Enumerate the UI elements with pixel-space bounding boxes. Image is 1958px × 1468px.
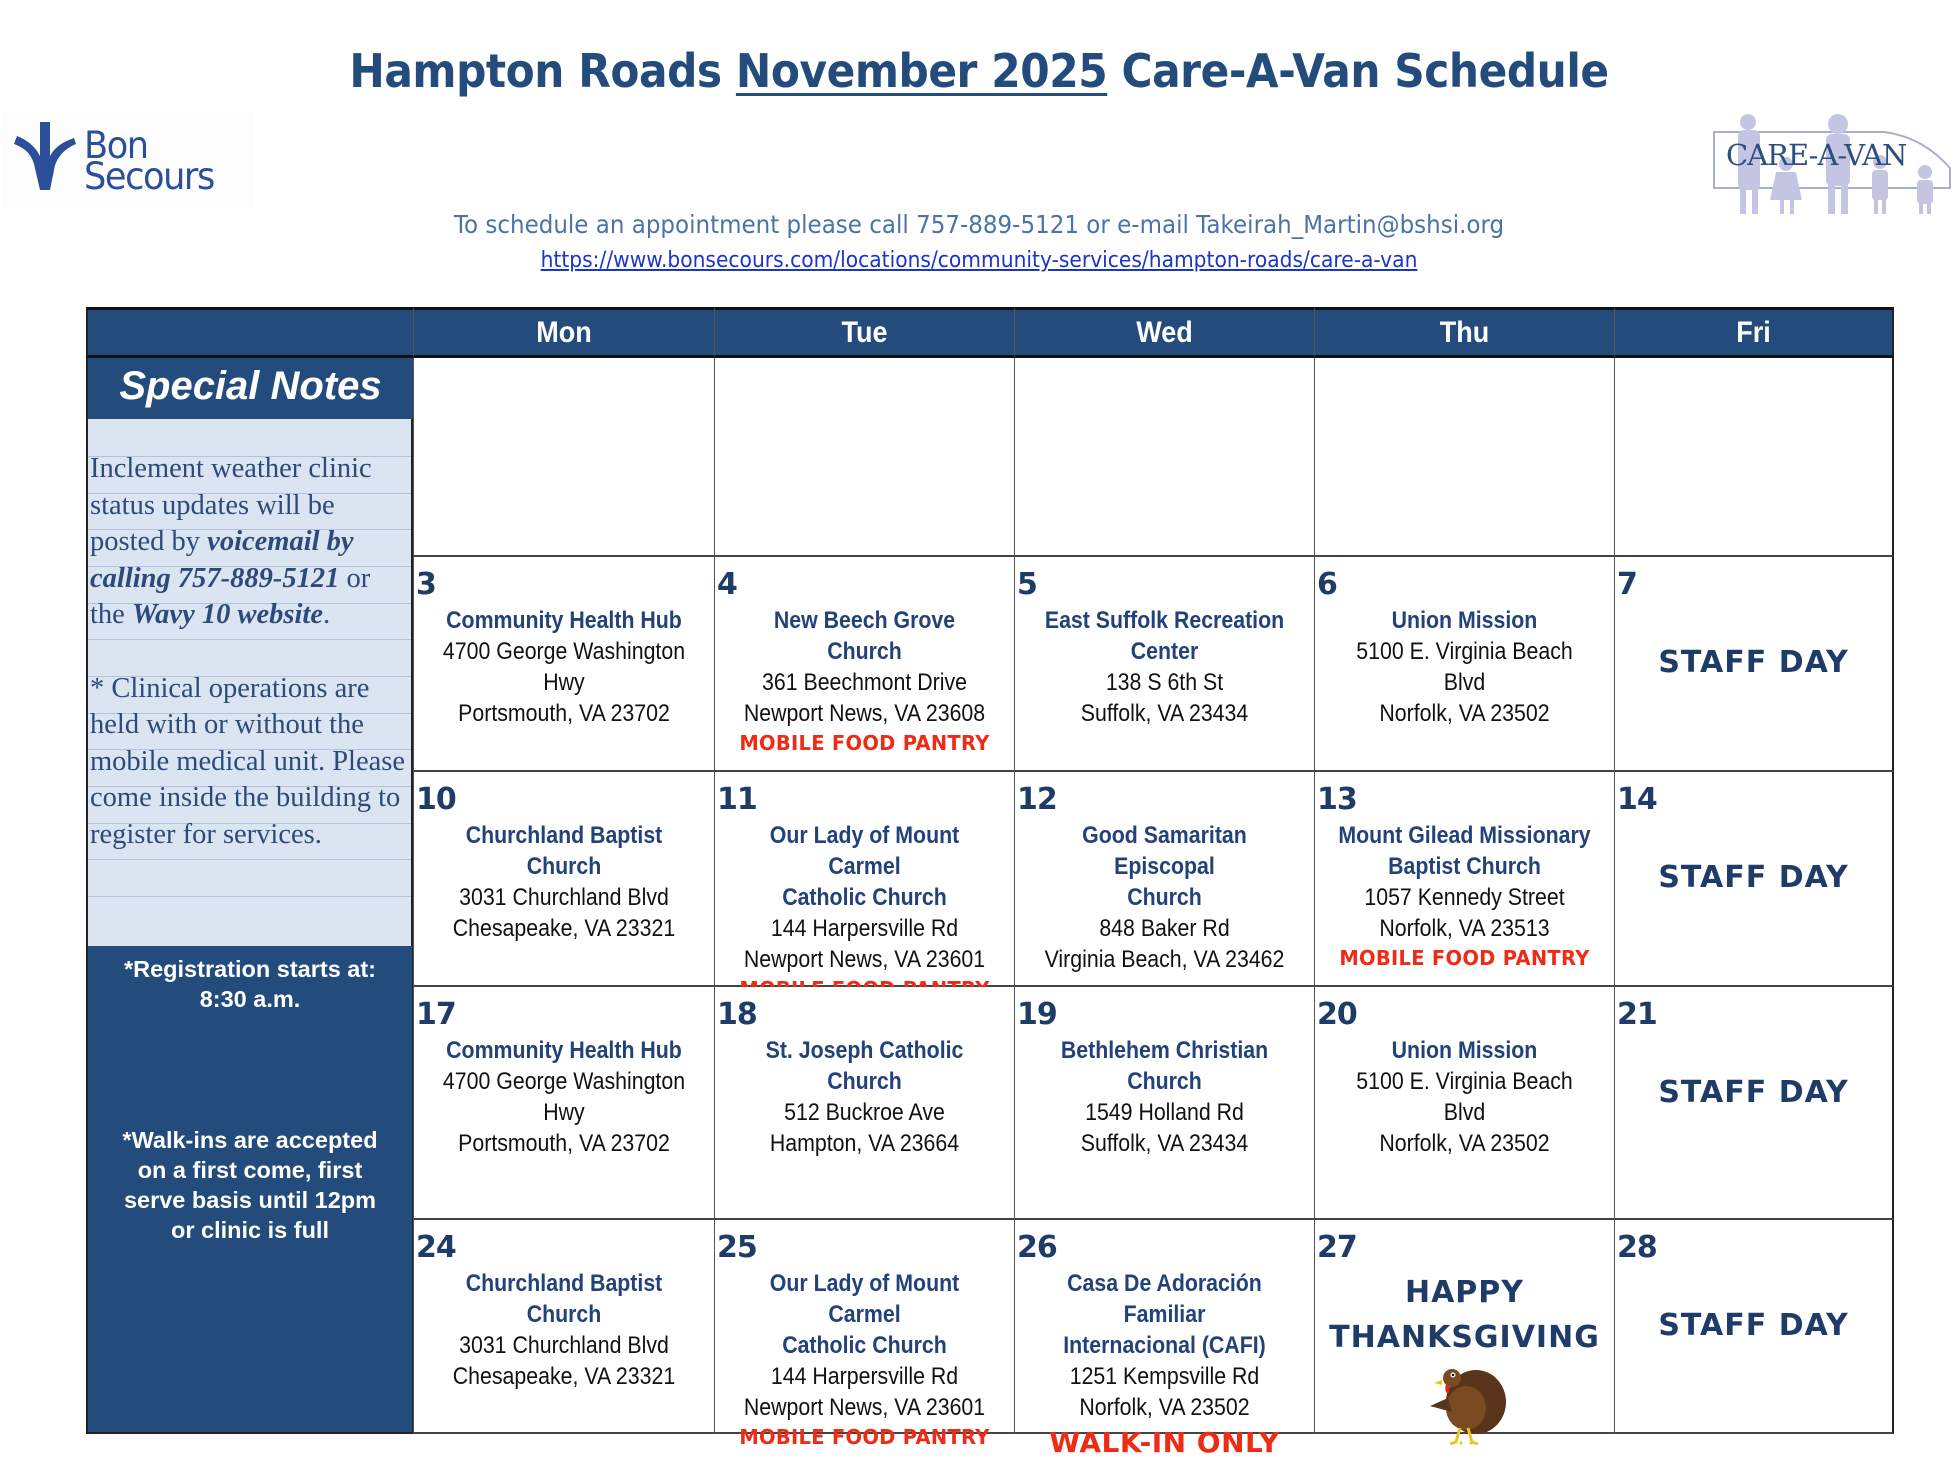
divider xyxy=(88,859,411,860)
location-name: Union Mission xyxy=(1391,1037,1538,1064)
bon-secours-logo xyxy=(2,112,254,208)
day-number: 18 xyxy=(717,997,757,1032)
logo-line-secours: Secours xyxy=(84,155,214,198)
day-details xyxy=(414,1035,714,1159)
mobile-food-pantry-badge: MOBILE FOOD PANTRY xyxy=(739,731,990,755)
location-name: Community Health Hub xyxy=(446,1037,682,1064)
location-name: Catholic Church xyxy=(782,1332,947,1359)
day-details xyxy=(715,605,1014,758)
day-details xyxy=(715,1268,1014,1452)
day-details xyxy=(1015,1035,1314,1159)
address-line: 1549 Holland Rd xyxy=(1085,1099,1244,1126)
walkins-line: or clinic is full xyxy=(170,1217,329,1243)
day-number: 12 xyxy=(1017,782,1057,817)
day-cell[interactable] xyxy=(1614,772,1894,987)
walkins-line: on a first come, first xyxy=(137,1157,363,1183)
location-name: Our Lady of Mount Carmel xyxy=(769,1270,960,1328)
day-cell[interactable] xyxy=(1314,772,1614,987)
note-text: Inclement weather clinic status updates will be posted by xyxy=(90,453,372,558)
care-a-van-wordmark: CARE-A-VAN xyxy=(1726,138,1907,172)
page-title xyxy=(78,44,1879,98)
location-name: Catholic Church xyxy=(782,884,947,911)
day-cell-empty xyxy=(1614,358,1894,557)
address-line: Hwy xyxy=(543,669,585,696)
address-line: Virginia Beach, VA 23462 xyxy=(1044,946,1285,973)
header-fri xyxy=(1614,307,1894,358)
clinical-operations-note: * Clinical operations are held with or without the mobile medical unit. Please come inside the building to register for services. xyxy=(90,672,406,850)
address-line: Norfolk, VA 23513 xyxy=(1379,915,1550,942)
address-line: 848 Baker Rd xyxy=(1099,915,1230,942)
day-number: 13 xyxy=(1317,782,1357,817)
staff-day-label: STAFF DAY xyxy=(1658,645,1849,680)
address-line: 512 Buckroe Ave xyxy=(784,1099,945,1126)
day-details xyxy=(715,1035,1014,1159)
address-line: Chesapeake, VA 23321 xyxy=(452,915,676,942)
day-number: 25 xyxy=(717,1230,757,1265)
address-line: 4700 George Washington xyxy=(442,638,686,665)
address-line: 144 Harpersville Rd xyxy=(770,915,959,942)
location-name: St. Joseph Catholic Church xyxy=(765,1037,964,1095)
note-emphasis: voicemail by calling 757-889-5121 xyxy=(90,526,354,594)
day-cell-empty xyxy=(1314,358,1614,557)
contact-line: To schedule an appointment please call 757-889-5121 or e-mail Takeirah_Martin@bshsi.org xyxy=(453,210,1505,239)
location-name: Churchland Baptist Church xyxy=(465,1270,663,1328)
day-details xyxy=(1015,820,1314,975)
address-line: Portsmouth, VA 23702 xyxy=(458,700,670,727)
holiday-label: THANKSGIVING xyxy=(1329,1320,1600,1355)
address-line: 361 Beechmont Drive xyxy=(762,669,967,696)
walk-in-only-badge: WALK-IN ONLY xyxy=(1049,1426,1280,1459)
registration-panel xyxy=(86,946,413,1434)
location-name: Casa De Adoración Familiar xyxy=(1067,1270,1262,1328)
note-text: . xyxy=(322,599,331,631)
holiday-label: HAPPY xyxy=(1404,1275,1525,1310)
day-number: 6 xyxy=(1317,567,1337,602)
location-name: Church xyxy=(1127,884,1202,911)
inclement-weather-note xyxy=(90,451,408,634)
day-details xyxy=(1015,1268,1314,1463)
day-number: 20 xyxy=(1317,997,1357,1032)
title-month: November 2025 xyxy=(735,44,1108,98)
day-number: 17 xyxy=(416,997,456,1032)
day-label: Tue xyxy=(841,316,888,349)
location-name: Community Health Hub xyxy=(446,607,682,634)
day-number: 11 xyxy=(717,782,757,817)
header-thu xyxy=(1314,307,1614,358)
spacer xyxy=(90,634,408,671)
location-name: Good Samaritan Episcopal xyxy=(1082,822,1247,880)
location-name: Churchland Baptist Church xyxy=(465,822,663,880)
day-cell[interactable] xyxy=(714,987,1014,1220)
day-details xyxy=(1315,605,1614,729)
day-cell[interactable] xyxy=(1014,1220,1314,1459)
day-details xyxy=(1315,1035,1614,1159)
address-line: 4700 George Washington xyxy=(442,1068,686,1095)
address-line: Hwy xyxy=(543,1099,585,1126)
address-line: Portsmouth, VA 23702 xyxy=(458,1130,670,1157)
address-line: Hampton, VA 23664 xyxy=(769,1130,960,1157)
day-details xyxy=(414,1268,714,1392)
address-line: Newport News, VA 23601 xyxy=(743,1394,986,1421)
day-number: 14 xyxy=(1617,782,1657,817)
day-details xyxy=(1315,820,1614,973)
staff-day-label: STAFF DAY xyxy=(1658,1075,1849,1110)
address-line: 5100 E. Virginia Beach Blvd xyxy=(1356,638,1573,696)
day-cell[interactable] xyxy=(413,987,714,1220)
bon-secours-cross-icon xyxy=(14,122,80,190)
day-label: Fri xyxy=(1736,316,1771,349)
address-line: 3031 Churchland Blvd xyxy=(459,1332,669,1359)
mobile-food-pantry-badge: MOBILE FOOD PANTRY xyxy=(1339,946,1590,970)
address-line: 138 S 6th St xyxy=(1105,669,1224,696)
staff-day-label: STAFF DAY xyxy=(1658,1308,1849,1343)
note-text: or the xyxy=(90,562,371,631)
title-suffix: Care-A-Van Schedule xyxy=(1107,44,1609,98)
day-number: 26 xyxy=(1017,1230,1057,1265)
registration-note xyxy=(88,954,412,1014)
location-name: Internacional (CAFI) xyxy=(1063,1332,1266,1359)
day-cell[interactable] xyxy=(413,557,714,772)
day-number: 19 xyxy=(1017,997,1057,1032)
day-label: Wed xyxy=(1136,316,1193,349)
location-name: Church xyxy=(1127,1068,1202,1095)
day-details xyxy=(414,605,714,729)
header-mon xyxy=(413,307,714,358)
day-number: 24 xyxy=(416,1230,456,1265)
registration-time: 8:30 a.m. xyxy=(199,986,301,1012)
day-cell[interactable] xyxy=(1014,557,1314,772)
day-number: 7 xyxy=(1617,567,1637,602)
day-cell[interactable] xyxy=(413,1220,714,1434)
address-line: 3031 Churchland Blvd xyxy=(459,884,669,911)
address-line: Norfolk, VA 23502 xyxy=(1379,1130,1550,1157)
day-cell-empty xyxy=(1014,358,1314,557)
address-line: Suffolk, VA 23434 xyxy=(1080,700,1249,727)
header-tue xyxy=(714,307,1014,358)
day-cell[interactable] xyxy=(1614,557,1894,772)
day-cell[interactable] xyxy=(1314,557,1614,772)
day-details xyxy=(715,820,1014,1004)
mobile-food-pantry-badge: MOBILE FOOD PANTRY xyxy=(739,1425,990,1449)
divider xyxy=(88,896,411,897)
address-line: Norfolk, VA 23502 xyxy=(1379,700,1550,727)
day-number: 3 xyxy=(416,567,436,602)
day-cell-empty xyxy=(413,358,714,557)
day-cell[interactable] xyxy=(1014,772,1314,987)
special-notes-panel xyxy=(86,419,413,946)
day-cell[interactable] xyxy=(714,772,1014,987)
day-cell[interactable] xyxy=(1614,987,1894,1220)
care-a-van-logo xyxy=(1710,112,1958,216)
address-line: 144 Harpersville Rd xyxy=(770,1363,959,1390)
day-cell[interactable] xyxy=(1314,987,1614,1220)
special-notes-title: Special Notes xyxy=(86,358,413,419)
location-name: Our Lady of Mount Carmel xyxy=(769,822,960,880)
address-line: Suffolk, VA 23434 xyxy=(1080,1130,1249,1157)
location-name: Mount Gilead Missionary xyxy=(1338,822,1591,849)
day-cell[interactable] xyxy=(1314,1220,1614,1434)
address-line: 1251 Kempsville Rd xyxy=(1069,1363,1260,1390)
day-number: 28 xyxy=(1617,1230,1657,1265)
notes-text xyxy=(90,451,408,854)
day-number: 10 xyxy=(416,782,456,817)
location-name: Baptist Church xyxy=(1388,853,1541,880)
location-name: Center xyxy=(1130,638,1199,665)
location-name: New Beech Grove Church xyxy=(773,607,956,665)
day-number: 5 xyxy=(1017,567,1037,602)
walkins-line: serve basis until 12pm xyxy=(123,1187,377,1213)
header-corner xyxy=(86,307,413,358)
location-name: Union Mission xyxy=(1391,607,1538,634)
day-details xyxy=(414,820,714,944)
address-line: 1057 Kennedy Street xyxy=(1364,884,1565,911)
day-cell[interactable] xyxy=(1014,987,1314,1220)
calendar-table xyxy=(86,307,1894,1459)
day-cell[interactable] xyxy=(714,1220,1014,1449)
registration-line: *Registration starts at: xyxy=(123,956,377,982)
day-cell-empty xyxy=(714,358,1014,557)
location-name: Bethlehem Christian xyxy=(1060,1037,1269,1064)
title-prefix: Hampton Roads xyxy=(349,44,736,98)
note-emphasis: Wavy 10 website xyxy=(131,599,323,631)
turkey-icon xyxy=(1420,1362,1510,1448)
logo-line-bon: Bon xyxy=(84,124,148,167)
day-label: Thu xyxy=(1439,316,1490,349)
walkins-line: *Walk-ins are accepted xyxy=(122,1127,378,1153)
address-line: Newport News, VA 23601 xyxy=(743,946,986,973)
address-line: 5100 E. Virginia Beach Blvd xyxy=(1356,1068,1573,1126)
walkins-note xyxy=(88,1125,412,1245)
website-link[interactable]: https://www.bonsecours.com/locations/community-services/hampton-roads/care-a-van xyxy=(540,248,1418,273)
day-number: 21 xyxy=(1617,997,1657,1032)
holiday-details xyxy=(1315,1270,1614,1448)
address-line: Chesapeake, VA 23321 xyxy=(452,1363,676,1390)
day-cell[interactable] xyxy=(413,772,714,987)
header-wed xyxy=(1014,307,1314,358)
day-number: 4 xyxy=(717,567,737,602)
staff-day-label: STAFF DAY xyxy=(1658,860,1849,895)
address-line: Norfolk, VA 23502 xyxy=(1079,1394,1250,1421)
day-number: 27 xyxy=(1317,1230,1357,1265)
day-cell[interactable] xyxy=(714,557,1014,772)
day-label: Mon xyxy=(536,316,592,349)
day-details xyxy=(1015,605,1314,729)
bon-secours-wordmark xyxy=(84,124,214,198)
day-cell[interactable] xyxy=(1614,1220,1894,1434)
address-line: Newport News, VA 23608 xyxy=(743,700,986,727)
location-name: East Suffolk Recreation xyxy=(1044,607,1285,634)
